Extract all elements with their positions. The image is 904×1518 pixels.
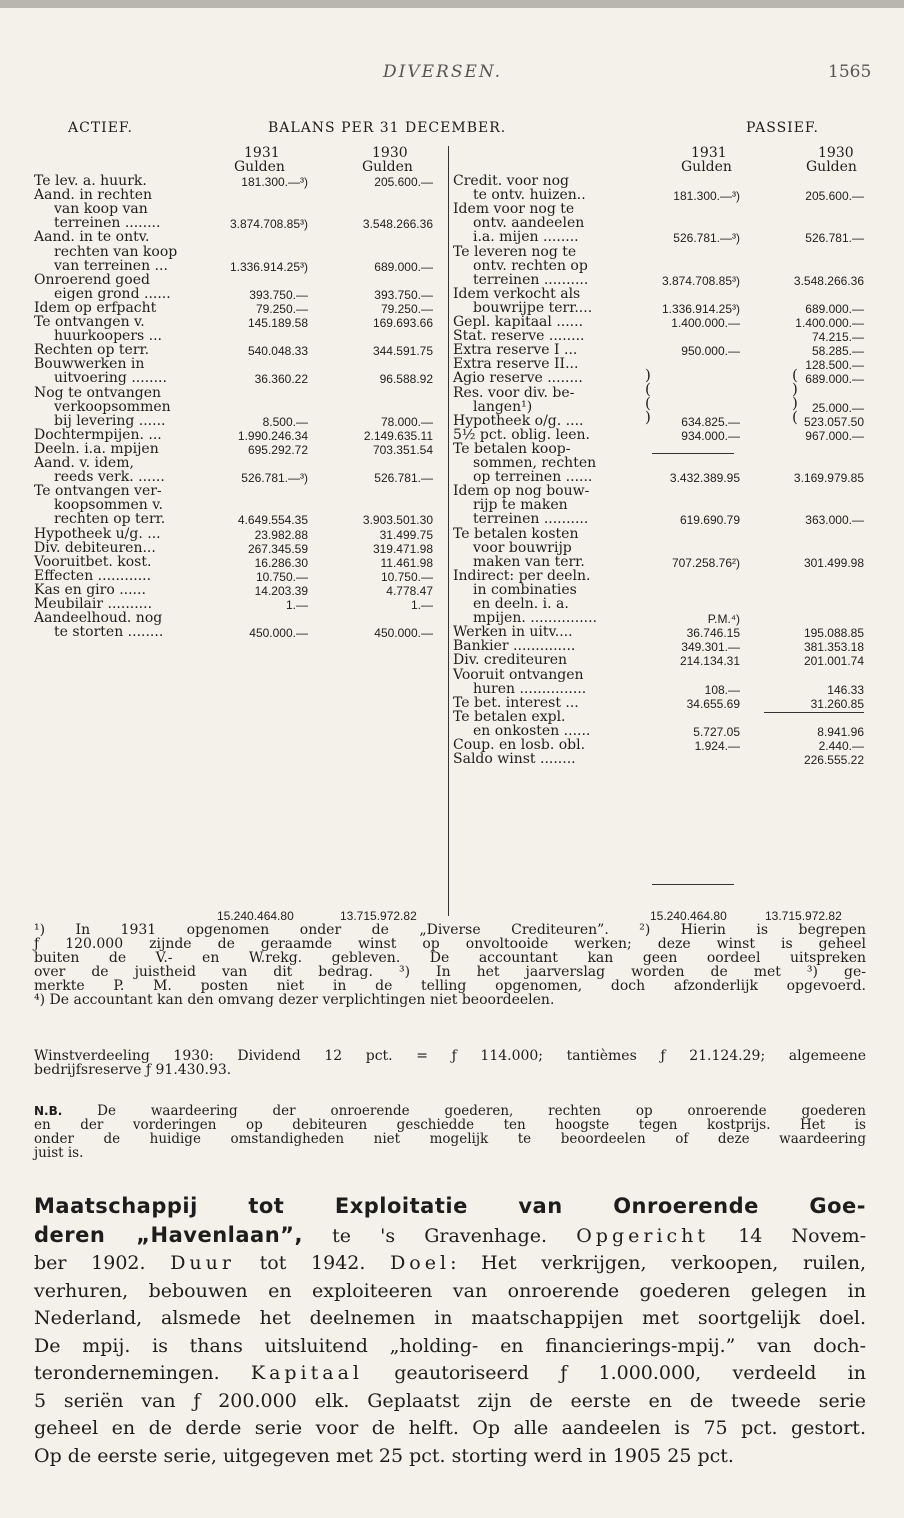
passief-1931-value: 1.336.914.25³) <box>661 301 740 316</box>
actief-row-label: van terreinen ... <box>54 257 168 274</box>
passief-row-label: en deeln. i. a. <box>473 596 569 612</box>
passief-row-label: Vooruit ontvangen <box>453 666 584 683</box>
passief-1930-value: 205.600.— <box>805 189 864 204</box>
passief-1931-value: 1.400.000.— <box>671 316 740 330</box>
kapitaal-keyword: Kapitaal <box>250 1362 364 1384</box>
brace-symbol: ) <box>792 394 798 412</box>
actief-row-label: Te lev. a. huurk. <box>34 173 147 189</box>
actief-row-label: Vooruitbet. kost. <box>34 553 152 570</box>
brace-symbol: ( <box>645 394 651 412</box>
actief-row-label: Te ontvangen v. <box>34 314 145 330</box>
winst-line: bedrijfsreserve ƒ 91.430.93. <box>34 1062 232 1078</box>
actief-1931-value: 181.300.—³) <box>241 175 308 189</box>
actief-1930-value: 2.149.635.11 <box>363 428 433 443</box>
total-passief-1931: 15.240.464.80 <box>650 909 727 923</box>
actief-1930-value: 703.351.54 <box>372 442 433 457</box>
company-line: De mpij. is thans uitsluitend „holding- en financierings-mpij.” van doch- <box>34 1334 866 1357</box>
actief-row-label: Onroerend goed <box>34 271 150 288</box>
passief-row-label: Idem verkocht als <box>453 285 581 302</box>
actief-row-label: rechten van koop <box>54 243 178 260</box>
running-title: DIVERSEN. <box>383 62 503 82</box>
passief-row-label: Stat. reserve ........ <box>453 328 585 345</box>
passief-row-label: Res. voor div. be- <box>453 384 575 401</box>
passief-1930-value: 526.781.— <box>805 231 864 246</box>
col-header-1930: 1930 <box>372 145 408 161</box>
passief-row-label: Te betalen koop- <box>453 440 571 457</box>
company-line: Op de eerste serie, uitgegeven met 25 pct. storting werd in 1905 25 pct. <box>34 1444 734 1467</box>
passief-row-label: en onkosten ...... <box>473 722 591 739</box>
actief-1930-value: 169.693.66 <box>372 316 433 330</box>
actief-1931-value: 14.203.39 <box>254 583 308 598</box>
actief-1930-value: 319.471.98 <box>372 541 433 556</box>
actief-1930-value: 344.591.75 <box>372 344 433 359</box>
actief-1931-value: 1.— <box>285 598 308 612</box>
actief-row-label: Aand. in rechten <box>34 187 153 204</box>
passief-row-label: Idem op nog bouw- <box>453 483 590 500</box>
passief-row-label: ontv. rechten op <box>473 257 588 274</box>
passief-1930-value: 8.941.96 <box>817 724 864 739</box>
passief-1931-value: 934.000.— <box>681 428 740 443</box>
actief-1930-value: 450.000.— <box>374 626 433 641</box>
actief-row-label: Kas en giro ...... <box>34 581 146 598</box>
company-name: deren „Havenlaan”, <box>34 1222 303 1247</box>
actief-1930-value: 78.000.— <box>380 414 433 429</box>
actief-1931-value: 526.781.—³) <box>241 471 308 486</box>
brace-symbol: ) <box>645 366 651 384</box>
passief-1931-value: 34.655.69 <box>686 696 740 711</box>
actief-caption: ACTIEF. <box>68 120 133 136</box>
passief-row-label: te ontv. huizen.. <box>473 187 586 204</box>
passief-1930-value: 3.169.979.85 <box>793 471 864 486</box>
company-line: Nederland, alsmede het deelnemen in maatschappijen met soortgelijk doel. <box>34 1307 866 1329</box>
actief-row-label: eigen grond ...... <box>54 285 171 302</box>
passief-row-label: Bankier .............. <box>453 638 576 655</box>
actief-1930-value: 11.461.98 <box>380 555 433 570</box>
actief-1931-value: 145.189.58 <box>247 316 308 330</box>
passief-1930-value: 363.000.— <box>805 513 864 528</box>
actief-1931-value: 1.990.246.34 <box>237 428 308 443</box>
passief-1930-value: 128.500.— <box>805 358 864 373</box>
actief-1930-value: 96.588.92 <box>379 372 433 387</box>
passief-row-label: mpijen. ............... <box>473 610 598 627</box>
brace-symbol: ( <box>792 408 798 426</box>
actief-row-label: terreinen ........ <box>54 215 161 232</box>
passief-1930-value: 3.548.266.36 <box>793 273 864 288</box>
passief-1930-value: 226.555.22 <box>803 753 864 768</box>
actief-row-label: huurkoopers ... <box>54 328 163 345</box>
actief-1930-value: 4.778.47 <box>386 583 433 598</box>
company-line: verhuren, bebouwen en exploiteeren van onroerende goederen gelegen in <box>34 1279 866 1302</box>
passief-row-label: Credit. voor nog <box>453 173 569 189</box>
passief-1930-value: 25.000.— <box>811 400 864 415</box>
actief-1930-value: 393.750.— <box>374 287 433 302</box>
passief-row-label: rijp te maken <box>473 497 568 514</box>
passief-row-label: maken van terr. <box>473 553 585 570</box>
passief-row-label: Te betalen expl. <box>453 708 566 725</box>
passief-row-label: Extra reserve II... <box>453 356 579 373</box>
empty-dash <box>764 712 864 713</box>
nb-line: De waardeering der onroerende goederen, rechten op onroerende goederen <box>97 1103 866 1119</box>
passief-row-label: voor bouwrijp <box>473 539 572 556</box>
passief-row-label: Agio reserve ........ <box>453 370 583 387</box>
company-line: geheel en de derde serie voor de helft. Op alle aandeelen is 75 pct. gestort. <box>34 1417 866 1439</box>
passief-row-label: Saldo winst ........ <box>453 751 576 768</box>
duur-keyword: Duur <box>170 1252 235 1274</box>
actief-row-label: Aand. in te ontv. <box>34 229 150 246</box>
passief-caption: PASSIEF. <box>746 120 819 136</box>
company-line: 5 seriën van ƒ 200.000 elk. Geplaatst zijn de eerste en de tweede serie <box>34 1389 866 1412</box>
actief-1931-value: 267.345.59 <box>247 541 308 556</box>
actief-1931-value: 79.250.— <box>255 301 308 316</box>
passief-1930-value: 301.499.98 <box>803 555 864 570</box>
actief-row-label: uitvoering ........ <box>54 370 167 387</box>
passief-1931-value: 5.727.05 <box>693 724 740 739</box>
col-header-1930: 1930 <box>818 145 854 161</box>
passief-1931-value: P.M.⁴) <box>707 612 740 627</box>
passief-1931-value: 3.432.389.95 <box>669 471 740 486</box>
passief-row-label: Extra reserve I ... <box>453 342 578 359</box>
passief-1930-value: 58.285.— <box>811 344 864 359</box>
actief-row-label: van koop van <box>54 201 148 218</box>
passief-1930-value: 146.33 <box>827 682 864 697</box>
company-text: geautoriseerd ƒ 1.000.000, verdeeld in <box>363 1362 866 1384</box>
passief-row-label: Te leveren nog te <box>453 243 577 260</box>
actief-row-label: Rechten op terr. <box>34 342 150 359</box>
footnote-line: ¹) In 1931 opgenomen onder de „Diverse Crediteuren”. ²) Hierin is begrepen <box>34 922 866 938</box>
passief-1931-value: 108.— <box>704 682 740 697</box>
company-text: 14 Novem- <box>709 1224 866 1247</box>
passief-1931-value: 950.000.— <box>681 344 740 359</box>
passief-row-label: terreinen .......... <box>473 511 589 528</box>
passief-1930-value: 1.400.000.— <box>795 316 864 330</box>
passief-row-label: Werken in uitv.... <box>453 624 573 641</box>
actief-row-label: te storten ........ <box>54 624 164 641</box>
brace-symbol: ( <box>792 366 798 384</box>
actief-row-label: Hypotheek u/g. ... <box>34 525 161 542</box>
actief-1931-value: 3.874.708.85³) <box>229 217 308 232</box>
nb-line: en der vorderingen op debiteuren geschiedde ten hoogste tegen kostprijs. Het is <box>34 1117 866 1133</box>
company-text: te 's Gravenhage. <box>302 1224 577 1247</box>
footnote-line: buiten de V.- en W.rekg. gebleven. De accountant kan geen oordeel uitspreken <box>34 950 866 966</box>
opgericht-keyword: Opgericht <box>576 1224 710 1247</box>
footnotes <box>34 923 866 1007</box>
actief-1931-value: 23.982.88 <box>254 527 308 542</box>
passief-1931-value: 3.874.708.85³) <box>661 273 740 288</box>
passief-1930-value: 74.215.— <box>811 330 864 345</box>
col-header-gulden: Gulden <box>234 159 285 175</box>
passief-1930-value: 689.000.— <box>805 372 864 387</box>
passief-row-label: Indirect: per deeln. <box>453 567 591 584</box>
winstverdeeling <box>34 1049 866 1077</box>
actief-1930-value: 689.000.— <box>374 259 433 274</box>
col-header-gulden: Gulden <box>681 159 732 175</box>
actief-1931-value: 450.000.— <box>249 626 308 641</box>
actief-row-label: Aandeelhoud. nog <box>34 610 163 627</box>
brace-symbol: ) <box>645 408 651 426</box>
actief-row-label: Dochtermpijen. ... <box>34 426 162 443</box>
nb-line: juist is. <box>34 1145 84 1161</box>
passief-1930-value: 31.260.85 <box>810 696 864 711</box>
passief-1931-value: 1.924.— <box>694 739 740 753</box>
col-header-1931: 1931 <box>691 145 727 161</box>
company-entry <box>34 1193 866 1470</box>
actief-row-label: Meubilair .......... <box>34 596 153 612</box>
actief-1931-value: 16.286.30 <box>254 555 308 570</box>
actief-row-label: koopsommen v. <box>54 497 163 514</box>
actief-1931-value: 540.048.33 <box>247 344 308 359</box>
passief-1930-value: 201.001.74 <box>803 654 864 669</box>
actief-1931-value: 393.750.— <box>249 287 308 302</box>
total-actief-1930: 13.715.972.82 <box>340 909 417 923</box>
passief-row-label: 5½ pct. oblig. leen. <box>453 426 590 443</box>
col-header-1931: 1931 <box>244 145 280 161</box>
col-header-gulden: Gulden <box>806 159 857 175</box>
nb-line: onder de huidige omstandigheden niet mogelijk te beoordeelen of deze waardeering <box>34 1131 866 1147</box>
actief-1930-value: 3.903.501.30 <box>362 513 433 528</box>
company-text: : Het verkrijgen, verkoopen, ruilen, <box>450 1252 866 1274</box>
actief-row-label: Bouwwerken in <box>34 356 145 373</box>
actief-1930-value: 526.781.— <box>374 471 433 486</box>
passief-row-label: Te bet. interest ... <box>453 694 579 711</box>
passief-1930-value: 2.440.— <box>818 739 864 753</box>
company-text: terondernemingen. <box>34 1362 251 1384</box>
passief-row-label: Div. crediteuren <box>453 652 568 669</box>
actief-row-label: reeds verk. ...... <box>54 469 165 486</box>
passief-row-label: langen¹) <box>473 398 533 415</box>
passief-1931-value: 349.301.— <box>681 640 740 655</box>
passief-row-label: Te betalen kosten <box>453 525 579 542</box>
company-text: ber 1902. <box>34 1252 171 1274</box>
passief-1931-value: 707.258.76²) <box>671 555 740 570</box>
footnote-line: ⁴) De accountant kan den omvang dezer verplichtingen niet beoordeelen. <box>34 992 555 1008</box>
passief-1930-value: 967.000.— <box>805 428 864 443</box>
passief-1930-value: 523.057.50 <box>803 414 864 429</box>
empty-dash <box>652 884 734 885</box>
actief-1930-value: 3.548.266.36 <box>362 217 433 232</box>
passief-1931-value: 36.746.15 <box>686 626 740 641</box>
actief-1931-value: 8.500.— <box>262 414 308 429</box>
doel-keyword: Doel <box>390 1252 451 1274</box>
winst-line: Winstverdeeling 1930: Dividend 12 pct. = ƒ 114.000; tantièmes ƒ 21.124.29; algemeene <box>34 1048 866 1064</box>
page-number: 1565 <box>828 62 872 82</box>
actief-1930-value: 205.600.— <box>374 175 433 189</box>
actief-1930-value: 10.750.— <box>380 569 433 584</box>
passief-1931-value: 619.690.79 <box>679 513 740 528</box>
column-separator <box>448 146 449 916</box>
actief-row-label: Te ontvangen ver- <box>34 483 162 500</box>
brace-symbol: ( <box>645 380 651 398</box>
actief-row-label: Deeln. i.a. mpijen <box>34 440 159 457</box>
actief-1930-value: 1.— <box>410 598 433 612</box>
passief-row-label: op terreinen ...... <box>473 469 593 486</box>
passief-1930-value: 195.088.85 <box>803 626 864 641</box>
nb-label: N.B. <box>34 1104 63 1118</box>
passief-1931-value: 634.825.— <box>681 414 740 429</box>
total-actief-1931: 15.240.464.80 <box>217 909 294 923</box>
actief-1931-value: 10.750.— <box>255 569 308 584</box>
passief-row-label: in combinaties <box>473 581 577 598</box>
col-header-gulden: Gulden <box>362 159 413 175</box>
page-top-edge <box>0 0 904 8</box>
actief-row-label: Nog te ontvangen <box>34 384 162 401</box>
actief-row-label: rechten op terr. <box>54 511 166 528</box>
brace-symbol: ) <box>792 380 798 398</box>
actief-1930-value: 79.250.— <box>380 301 433 316</box>
balans-caption: BALANS PER 31 DECEMBER. <box>268 120 507 136</box>
passief-1931-value: 214.134.31 <box>679 654 740 669</box>
actief-1930-value: 31.499.75 <box>379 527 433 542</box>
actief-1931-value: 1.336.914.25³) <box>229 259 308 274</box>
passief-row-label: ontv. aandeelen <box>473 215 585 232</box>
actief-row-label: Aand. v. idem, <box>34 455 134 471</box>
passief-1930-value: 381.353.18 <box>803 640 864 655</box>
footnote-line: merkte P. M. posten niet in de telling opgenomen, doch afzonderlijk opgevoerd. <box>34 978 866 994</box>
actief-1931-value: 4.649.554.35 <box>237 513 308 528</box>
passief-row-label: Coup. en losb. obl. <box>453 737 586 753</box>
passief-row-label: sommen, rechten <box>473 455 597 471</box>
passief-row-label: bouwrijpe terr.... <box>473 299 593 316</box>
footnote-line: over de juistheid van dit bedrag. ³) In het jaarverslag worden de met ³) ge- <box>34 964 866 980</box>
passief-row-label: Hypotheek o/g. .... <box>453 412 584 429</box>
actief-row-label: verkoopsommen <box>54 398 171 415</box>
actief-row-label: bij levering ...... <box>54 412 166 429</box>
passief-1930-value: 689.000.— <box>805 301 864 316</box>
actief-1931-value: 36.360.22 <box>254 372 308 387</box>
passief-row-label: i.a. mijen ........ <box>473 229 579 246</box>
actief-row-label: Div. debiteuren... <box>34 539 156 556</box>
passief-1931-value: 526.781.—³) <box>673 231 740 246</box>
passief-row-label: terreinen .......... <box>473 271 589 288</box>
passief-row-label: huren ............... <box>473 680 587 697</box>
company-text: tot 1942. <box>235 1252 391 1274</box>
actief-1931-value: 695.292.72 <box>247 442 308 457</box>
empty-dash <box>652 453 734 454</box>
total-passief-1930: 13.715.972.82 <box>765 909 842 923</box>
nb-note <box>34 1104 866 1160</box>
passief-row-label: Gepl. kapitaal ...... <box>453 314 584 330</box>
passief-1931-value: 181.300.—³) <box>673 189 740 204</box>
actief-row-label: Idem op erfpacht <box>34 299 157 316</box>
company-name: Maatschappij tot Exploitatie van Onroerende Goe- <box>34 1194 866 1218</box>
actief-row-label: Effecten ............ <box>34 567 152 584</box>
footnote-line: ƒ 120.000 zijnde de geraamde winst op onvoltooide werken; deze winst is geheel <box>34 936 866 952</box>
passief-row-label: Idem voor nog te <box>453 201 575 218</box>
